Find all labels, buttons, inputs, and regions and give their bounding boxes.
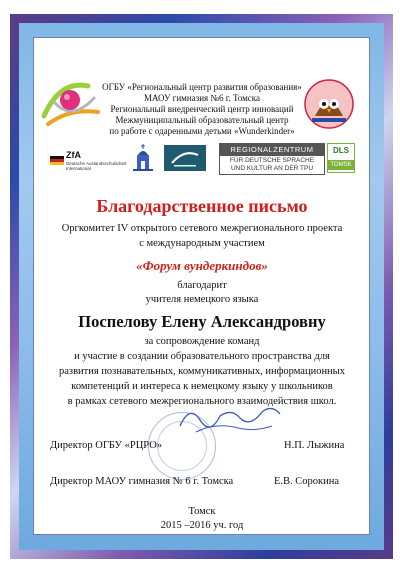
body-line-2: и участие в создании образовательного пространства для — [74, 351, 330, 362]
intro-line-3: благодарит — [177, 280, 227, 291]
dls-subtitle: TOMSK — [328, 160, 354, 170]
intro-line-4: учителя немецкого языка — [145, 294, 259, 305]
church-icon — [132, 143, 154, 173]
handwritten-signature-icon — [176, 398, 286, 438]
rcro-logo-icon — [40, 72, 102, 130]
intro-line-2: с международным участием — [139, 238, 265, 249]
body-line-3: развития познавательных, коммуникативных, информационных — [59, 366, 345, 377]
project-name: «Форум вундеркиндов» — [136, 258, 268, 273]
zfa-logo — [50, 148, 127, 172]
zfa-line-1: Deutsche Auslandsschularbeit — [66, 161, 127, 166]
body-line-1: за сопровождение команд — [144, 336, 260, 347]
dls-title: DLS — [333, 146, 349, 155]
reg-title: REGIONALZENTRUM — [220, 144, 324, 156]
header-line-4: Межмуниципальный образовательный центр — [115, 115, 289, 125]
header-line-2: МАОУ гимназия №6 г. Томска — [143, 93, 261, 103]
reg-line-2: UND KULTUR AN DER TPU — [230, 165, 314, 172]
zfa-title: ZfA — [66, 150, 81, 160]
partner-logo-teal — [164, 145, 206, 171]
signature-name-1: Н.П. Лыжина — [284, 440, 345, 451]
header-line-3: Региональный внедренческий центр инноваций — [110, 104, 294, 114]
intro-line-1: Оргкомитет IV открытого сетевого межрегионального проекта — [61, 223, 343, 234]
recipient-name: Поспелову Елену Александровну — [78, 312, 326, 331]
footer-year: 2015 –2016 уч. год — [160, 520, 244, 531]
signature-name-2: Е.В. Сорокина — [274, 476, 340, 487]
regionalzentrum-logo — [219, 143, 325, 175]
footer-city: Томск — [188, 506, 216, 517]
header-line-5: по работе с одаренными детьми «Wunderkinder» — [109, 126, 295, 136]
wunderkinder-logo-icon — [303, 78, 355, 130]
dls-logo — [327, 143, 355, 173]
signature-role-2: Директор МАОУ гимназия № 6 г. Томска — [50, 476, 234, 487]
reg-line-1: FÜR DEUTSCHE SPRACHE — [229, 157, 315, 164]
certificate-title: Благодарственное письмо — [96, 196, 308, 216]
swoosh-icon — [164, 145, 206, 171]
zfa-line-2: International — [66, 166, 91, 171]
body-line-4: компетенций и интереса к немецкому языку у школьников — [71, 381, 333, 392]
body-line-5: в рамках сетевого межрегионального взаимодействия школ. — [67, 396, 337, 407]
signature-role-1: Директор ОГБУ «РЦРО» — [50, 440, 163, 451]
header-line-1: ОГБУ «Региональный центр развития образования» — [102, 82, 302, 92]
